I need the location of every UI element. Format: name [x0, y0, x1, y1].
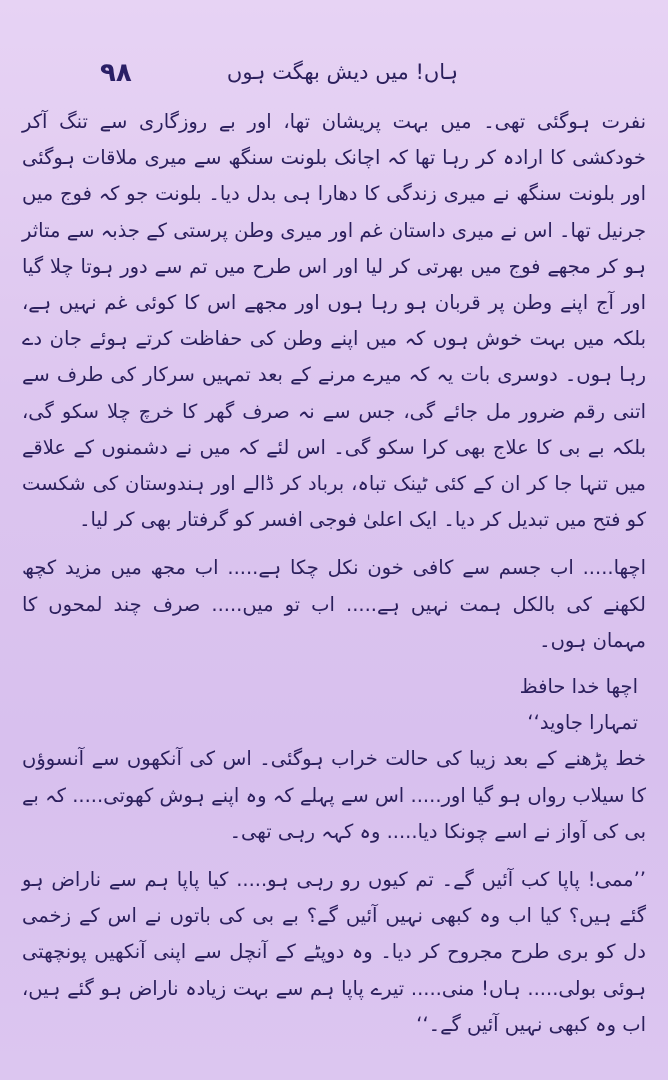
- letter-paragraph-1: نفرت ہوگئی تھی۔ میں بہت پریشان تھا، اور بے روزگاری سے تنگ آکر خودکشی کا ارادہ کر رہا تھا کہ اچانک بلونت سنگھ سے میری ملاقات ہوگئی اور بلونت سنگھ نے میری زندگی کا دھارا ہی بدل دیا۔ بلونت جو کہ فوج میں جرنیل تھا۔ اس نے میری داستان غم اور میری وطن پرستی کے جذبہ سے متاثر ہو کر مجھے فوج میں بھرتی کر لیا اور اس طرح میں تم سے دور ہوتا چلا گیا اور آج اپنے وطن پر قربان ہو رہا ہوں اور مجھے اس کا کوئی غم نہیں ہے، بلکہ میں بہت خوش ہوں کہ میں اپنے وطن کی حفاظت کرتے ہوئے جان دے رہا ہوں۔ دوسری بات یہ کہ میرے مرنے کے بعد تمہیں سرکار کی طرف سے اتنی رقم ضرور مل جائے گی، جس سے نہ صرف گھر کا خرچ چلا سکو گی، بلکہ بے بی کا علاج بھی کرا سکو گی۔ اس لئے کہ میں نے دشمنوں کے علاقے میں تنہا جا کر ان کے کئی ٹینک تباہ، برباد کر ڈالے اور ہندوستان کی شکست کو فتح میں تبدیل کر دیا۔ ایک اعلیٰ فوجی افسر کو گرفتار بھی کر لیا۔: [22, 110, 646, 532]
- page-header: [90, 58, 628, 98]
- letter-signature: تمہارا جاوید‘‘: [527, 711, 638, 735]
- narration-paragraph-1: خط پڑھنے کے بعد زیبا کی حالت خراب ہوگئی۔ اس کی آنکھوں سے آنسوؤں کا سیلاب رواں ہو گیا اور..... اس سے پہلے کہ وہ اپنے ہوش کھوتی..... کہ بے بی کی آواز نے اسے چونکا دیا..... وہ کہہ رہی تھی۔: [22, 747, 646, 843]
- page-number: ۹۸: [100, 58, 132, 88]
- page-body: [22, 104, 646, 1043]
- running-title: ہاں! میں دیش بھگت ہوں: [226, 60, 458, 84]
- narration-paragraph-2: ’’ممی! پاپا کب آئیں گے۔ تم کیوں رو رہی ہو..... کیا پاپا ہم سے ناراض ہو گئے ہیں؟ کیا اب وہ کبھی نہیں آئیں گے؟ بے بی کی باتوں نے اس کے زخمی دل کو بری طرح مجروح کر دیا۔ وہ دوپٹے کے آنچل سے اپنی آنکھیں پونچھتی ہوئی بولی..... ہاں! منی..... تیرے پاپا ہم سے بہت زیادہ ناراض ہو گئے ہیں، اب وہ کبھی نہیں آئیں گے۔‘‘: [22, 868, 646, 1036]
- letter-signoff-line: اچھا خدا حافظ: [519, 675, 638, 699]
- letter-paragraph-2: اچھا..... اب جسم سے کافی خون نکل چکا ہے..... اب مجھ میں مزید کچھ لکھنے کی بالکل ہمت نہیں ہے..... اب تو میں..... صرف چند لمحوں کا مہمان ہوں۔: [22, 556, 646, 652]
